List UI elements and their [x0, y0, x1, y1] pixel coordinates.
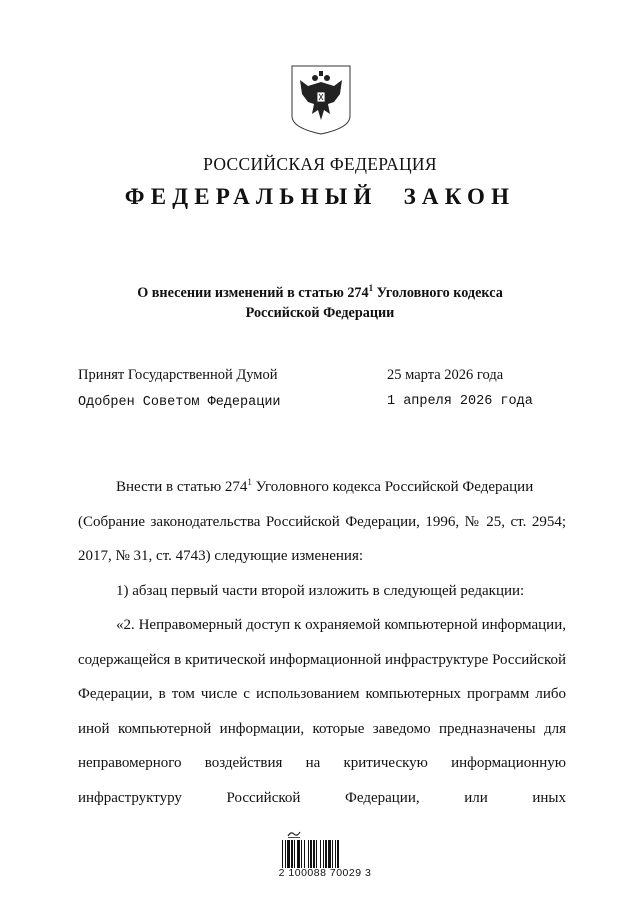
barcode-number: 2 100088 70029 3: [278, 867, 372, 879]
intro-paragraph: (Собрание законодательства Российской Федерации, 1996, № 25, ст. 2954; 2017, № 31, ст. 4743) следующие изменения:: [78, 513, 566, 564]
amendment-item-1: 1) абзац первый части второй изложить в следующей редакции:: [116, 582, 525, 599]
law-body: [78, 465, 566, 815]
adopted-date: 25 марта 2026 года: [387, 367, 504, 383]
barcode: [282, 840, 364, 868]
adopted-label: Принят Государственной Думой: [78, 367, 278, 383]
law-title: [80, 278, 560, 323]
intro-line-start: Внести в статью 274: [116, 479, 248, 495]
quoted-amendment-text: «2. Неправомерный доступ к охраняемой компьютерной информации, содержащейся в критической информационной инфраструктуре Российской Федерации, в том числе с использованием компьютерных программ либо иной компьютерной информации, которые заведомо предназначены для неправомерного воздействия на критическую информационную инфраструктуру Российской Федерации, или иных: [78, 617, 566, 806]
law-title-line-2: Российской Федерации: [245, 305, 395, 321]
document-type-heading: ФЕДЕРАЛЬНЫЙ ЗАКОН: [124, 184, 516, 209]
coat-of-arms-emblem: [290, 64, 352, 136]
intro-line-end: Уголовного кодекса Российской Федерации: [251, 479, 534, 495]
intro-first-line: [78, 465, 566, 505]
approved-label: Одобрен Советом Федерации: [78, 395, 281, 410]
intro-superscript: 1: [247, 477, 252, 487]
law-title-superscript: 1: [368, 283, 374, 293]
approved-date: 1 апреля 2026 года: [387, 394, 533, 409]
law-title-line-1-start: О внесении изменений в статью 274: [137, 285, 369, 301]
country-name: РОССИЙСКАЯ ФЕДЕРАЦИЯ: [203, 154, 437, 174]
barcode-mark-icon: [287, 830, 301, 838]
law-title-line-1: [80, 278, 560, 303]
law-title-line-1-end: Уголовного кодекса: [373, 285, 503, 301]
